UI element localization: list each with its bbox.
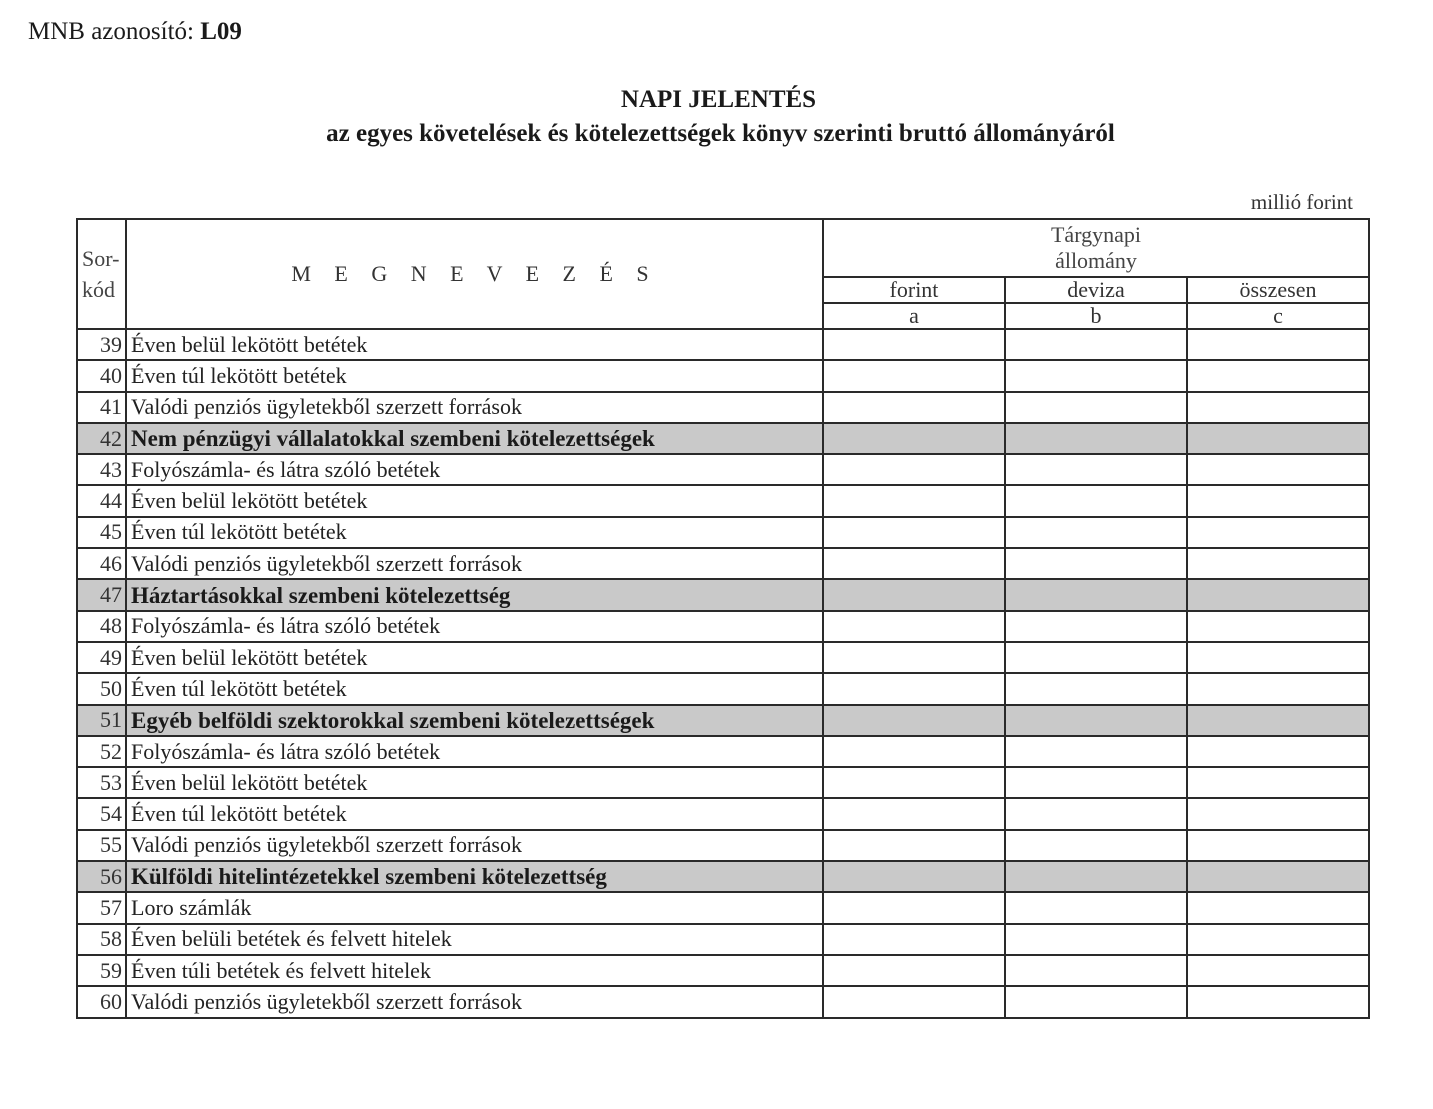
row-code: 41 <box>77 392 126 423</box>
table-row <box>77 830 1369 861</box>
row-code: 47 <box>77 579 126 610</box>
table-row <box>77 329 1369 360</box>
row-name: Éven túl lekötött betétek <box>126 517 823 548</box>
column-header-forint: forint <box>823 277 1005 303</box>
column-header-name: M E G N E V E Z É S <box>126 219 823 329</box>
value-cell-deviza[interactable] <box>1005 392 1187 423</box>
row-code: 53 <box>77 767 126 798</box>
row-name: Éven belül lekötött betétek <box>126 767 823 798</box>
table-row <box>77 892 1369 923</box>
table-row <box>77 986 1369 1017</box>
value-cell-osszesen[interactable] <box>1187 767 1369 798</box>
row-name: Háztartásokkal szembeni kötelezettség <box>126 579 823 610</box>
row-code: 60 <box>77 986 126 1017</box>
value-cell-forint <box>823 423 1005 454</box>
table-row <box>77 924 1369 955</box>
row-name: Folyószámla- és látra szóló betétek <box>126 611 823 642</box>
value-cell-osszesen[interactable] <box>1187 485 1369 516</box>
value-cell-deviza[interactable] <box>1005 798 1187 829</box>
value-cell-osszesen <box>1187 861 1369 892</box>
row-code: 59 <box>77 955 126 986</box>
value-cell-osszesen[interactable] <box>1187 736 1369 767</box>
value-cell-deviza[interactable] <box>1005 673 1187 704</box>
value-cell-forint <box>823 705 1005 736</box>
value-cell-osszesen[interactable] <box>1187 892 1369 923</box>
row-name: Loro számlák <box>126 892 823 923</box>
row-code: 50 <box>77 673 126 704</box>
value-cell-osszesen[interactable] <box>1187 830 1369 861</box>
value-cell-deviza[interactable] <box>1005 360 1187 391</box>
value-cell-osszesen[interactable] <box>1187 392 1369 423</box>
column-letter-c: c <box>1187 303 1369 329</box>
value-cell-deviza[interactable] <box>1005 485 1187 516</box>
table-row <box>77 392 1369 423</box>
table-row <box>77 517 1369 548</box>
value-cell-forint[interactable] <box>823 673 1005 704</box>
report-title: NAPI JELENTÉS <box>620 86 817 113</box>
value-cell-deviza <box>1005 423 1187 454</box>
value-cell-deviza[interactable] <box>1005 767 1187 798</box>
value-cell-forint[interactable] <box>823 454 1005 485</box>
value-cell-forint[interactable] <box>823 924 1005 955</box>
row-name: Valódi penziós ügyletekből szerzett források <box>126 548 823 579</box>
mnb-identifier-value: L09 <box>200 18 242 45</box>
row-name: Külföldi hitelintézetekkel szembeni kötelezettség <box>126 861 823 892</box>
value-cell-osszesen[interactable] <box>1187 798 1369 829</box>
row-name: Valódi penziós ügyletekből szerzett források <box>126 986 823 1017</box>
table-section-row <box>77 579 1369 610</box>
column-letter-b: b <box>1005 303 1187 329</box>
row-name: Éven belüli betétek és felvett hitelek <box>126 924 823 955</box>
table-row <box>77 767 1369 798</box>
column-header-group-text: Tárgynapi állomány <box>1050 222 1141 273</box>
row-name: Folyószámla- és látra szóló betétek <box>126 736 823 767</box>
table-section-row <box>77 423 1369 454</box>
row-name: Éven belül lekötött betétek <box>126 642 823 673</box>
column-header-code-text: Sor- kód <box>82 246 120 302</box>
mnb-identifier <box>28 18 242 46</box>
value-cell-forint[interactable] <box>823 642 1005 673</box>
value-cell-deviza[interactable] <box>1005 955 1187 986</box>
row-code: 58 <box>77 924 126 955</box>
value-cell-osszesen[interactable] <box>1187 454 1369 485</box>
column-header-group <box>823 219 1369 277</box>
row-name: Valódi penziós ügyletekből szerzett források <box>126 392 823 423</box>
column-header-code <box>77 219 126 329</box>
value-cell-deviza[interactable] <box>1005 924 1187 955</box>
row-code: 46 <box>77 548 126 579</box>
value-cell-forint[interactable] <box>823 892 1005 923</box>
report-table <box>76 218 1370 1019</box>
value-cell-osszesen[interactable] <box>1187 611 1369 642</box>
table-row <box>77 673 1369 704</box>
value-cell-forint[interactable] <box>823 611 1005 642</box>
row-code: 49 <box>77 642 126 673</box>
value-cell-deviza[interactable] <box>1005 611 1187 642</box>
value-cell-forint[interactable] <box>823 767 1005 798</box>
value-cell-osszesen[interactable] <box>1187 548 1369 579</box>
column-header-deviza: deviza <box>1005 277 1187 303</box>
value-cell-forint[interactable] <box>823 485 1005 516</box>
value-cell-forint[interactable] <box>823 830 1005 861</box>
value-cell-forint[interactable] <box>823 392 1005 423</box>
value-cell-osszesen[interactable] <box>1187 360 1369 391</box>
table-section-row <box>77 861 1369 892</box>
value-cell-forint[interactable] <box>823 986 1005 1017</box>
row-code: 55 <box>77 830 126 861</box>
row-code: 44 <box>77 485 126 516</box>
row-code: 45 <box>77 517 126 548</box>
row-code: 54 <box>77 798 126 829</box>
value-cell-osszesen[interactable] <box>1187 642 1369 673</box>
table-section-row <box>77 705 1369 736</box>
value-cell-deviza <box>1005 579 1187 610</box>
table-row <box>77 955 1369 986</box>
table-row <box>77 642 1369 673</box>
report-subtitle: az egyes követelések és kötelezettségek könyv szerinti bruttó állományáról <box>326 120 1115 147</box>
value-cell-deviza[interactable] <box>1005 986 1187 1017</box>
value-cell-osszesen <box>1187 705 1369 736</box>
row-code: 51 <box>77 705 126 736</box>
table-row <box>77 360 1369 391</box>
value-cell-osszesen <box>1187 423 1369 454</box>
value-cell-osszesen <box>1187 579 1369 610</box>
row-name: Valódi penziós ügyletekből szerzett források <box>126 830 823 861</box>
table-row <box>77 611 1369 642</box>
row-code: 57 <box>77 892 126 923</box>
table-row <box>77 454 1369 485</box>
value-cell-deviza[interactable] <box>1005 517 1187 548</box>
value-cell-osszesen[interactable] <box>1187 673 1369 704</box>
mnb-identifier-label: MNB azonosító: <box>28 18 194 45</box>
value-cell-forint[interactable] <box>823 329 1005 360</box>
row-name: Éven belül lekötött betétek <box>126 485 823 516</box>
value-cell-forint[interactable] <box>823 955 1005 986</box>
row-name: Folyószámla- és látra szóló betétek <box>126 454 823 485</box>
row-code: 39 <box>77 329 126 360</box>
row-name: Éven belül lekötött betétek <box>126 329 823 360</box>
value-cell-forint[interactable] <box>823 798 1005 829</box>
value-cell-deviza[interactable] <box>1005 830 1187 861</box>
value-cell-osszesen[interactable] <box>1187 924 1369 955</box>
column-letter-a: a <box>823 303 1005 329</box>
value-cell-osszesen[interactable] <box>1187 986 1369 1017</box>
value-cell-deviza[interactable] <box>1005 454 1187 485</box>
row-code: 40 <box>77 360 126 391</box>
value-cell-deviza[interactable] <box>1005 329 1187 360</box>
value-cell-deviza <box>1005 861 1187 892</box>
table-row <box>77 736 1369 767</box>
row-code: 56 <box>77 861 126 892</box>
value-cell-osszesen[interactable] <box>1187 517 1369 548</box>
row-name: Egyéb belföldi szektorokkal szembeni kötelezettségek <box>126 705 823 736</box>
value-cell-osszesen[interactable] <box>1187 329 1369 360</box>
value-cell-deviza[interactable] <box>1005 892 1187 923</box>
table-row <box>77 548 1369 579</box>
row-code: 43 <box>77 454 126 485</box>
column-header-osszesen: összesen <box>1187 277 1369 303</box>
row-name: Éven túli betétek és felvett hitelek <box>126 955 823 986</box>
value-cell-osszesen[interactable] <box>1187 955 1369 986</box>
value-cell-deviza <box>1005 705 1187 736</box>
row-code: 48 <box>77 611 126 642</box>
value-cell-forint[interactable] <box>823 548 1005 579</box>
table-row <box>77 485 1369 516</box>
row-name: Éven túl lekötött betétek <box>126 798 823 829</box>
row-name: Éven túl lekötött betétek <box>126 360 823 391</box>
row-code: 52 <box>77 736 126 767</box>
value-cell-deviza[interactable] <box>1005 548 1187 579</box>
row-code: 42 <box>77 423 126 454</box>
value-cell-forint <box>823 861 1005 892</box>
value-cell-deviza[interactable] <box>1005 736 1187 767</box>
value-cell-forint[interactable] <box>823 517 1005 548</box>
value-cell-forint <box>823 579 1005 610</box>
value-cell-forint[interactable] <box>823 360 1005 391</box>
value-cell-forint[interactable] <box>823 736 1005 767</box>
value-cell-deviza[interactable] <box>1005 642 1187 673</box>
table-row <box>77 798 1369 829</box>
unit-label: millió forint <box>1250 190 1353 214</box>
row-name: Éven túl lekötött betétek <box>126 673 823 704</box>
row-name: Nem pénzügyi vállalatokkal szembeni kötelezettségek <box>126 423 823 454</box>
